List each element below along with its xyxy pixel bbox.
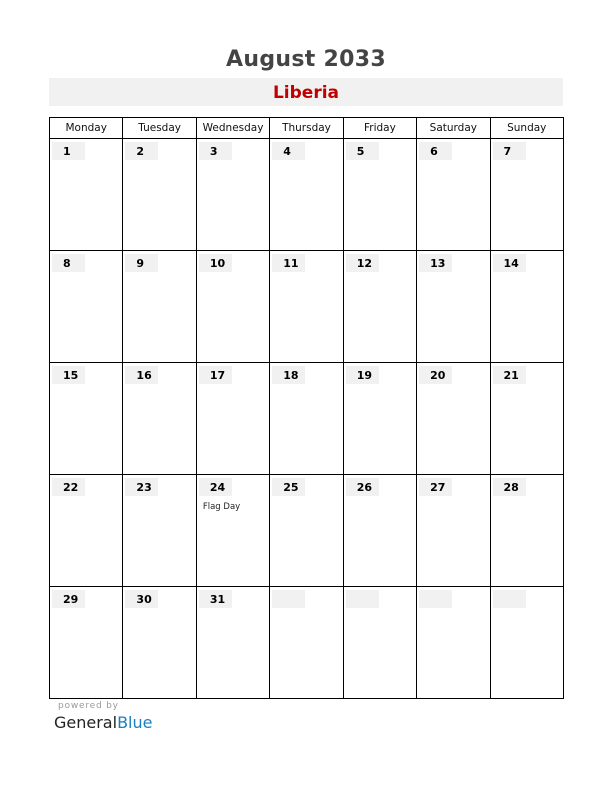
week-row: [50, 251, 564, 363]
calendar-title: August 2033: [226, 47, 386, 72]
weekday-header: Tuesday: [123, 118, 196, 139]
weekday-header-row: [50, 118, 564, 139]
day-number: 3: [199, 142, 232, 160]
day-cell: [123, 251, 196, 363]
day-number: 27: [419, 478, 452, 496]
weekday-header: Friday: [343, 118, 416, 139]
day-cell: [417, 475, 490, 587]
day-cell: [490, 139, 563, 251]
day-cell: [196, 251, 269, 363]
day-cell: [270, 587, 343, 699]
day-cell: [123, 587, 196, 699]
day-cell: [490, 251, 563, 363]
day-number: 16: [125, 366, 158, 384]
day-cell: [417, 251, 490, 363]
day-number: 22: [52, 478, 85, 496]
day-cell: [343, 251, 416, 363]
day-cell: [343, 475, 416, 587]
day-number: [419, 590, 452, 608]
day-number: 24: [199, 478, 232, 496]
day-cell: [50, 587, 123, 699]
day-number: 20: [419, 366, 452, 384]
day-cell: [417, 139, 490, 251]
country-banner: [49, 78, 563, 106]
day-number: 10: [199, 254, 232, 272]
day-cell: [50, 475, 123, 587]
generalblue-logo[interactable]: [54, 713, 152, 732]
day-cell: [270, 139, 343, 251]
weekday-header: Monday: [50, 118, 123, 139]
day-number: 28: [493, 478, 526, 496]
day-number: 25: [272, 478, 305, 496]
day-number: 14: [493, 254, 526, 272]
day-cell: [123, 363, 196, 475]
day-cell: [196, 139, 269, 251]
day-cell: [196, 475, 269, 587]
day-number: 2: [125, 142, 158, 160]
week-row: [50, 475, 564, 587]
day-cell: [50, 139, 123, 251]
day-number: 7: [493, 142, 526, 160]
logo-general-text: General: [54, 713, 118, 732]
day-number: 4: [272, 142, 305, 160]
day-number: 13: [419, 254, 452, 272]
weekday-header: Thursday: [270, 118, 343, 139]
day-number: [493, 590, 526, 608]
day-cell: [417, 363, 490, 475]
day-cell: [343, 363, 416, 475]
day-number: 29: [52, 590, 85, 608]
day-number: 21: [493, 366, 526, 384]
day-cell: [343, 587, 416, 699]
day-number: [272, 590, 305, 608]
day-cell: [123, 475, 196, 587]
day-number: [346, 590, 379, 608]
weekday-header: Saturday: [417, 118, 490, 139]
week-row: [50, 587, 564, 699]
day-cell: [196, 587, 269, 699]
calendar-grid: [49, 117, 564, 699]
day-cell: [123, 139, 196, 251]
day-cell: [50, 251, 123, 363]
day-number: 23: [125, 478, 158, 496]
day-cell: [270, 251, 343, 363]
day-cell: [417, 587, 490, 699]
day-cell: [490, 587, 563, 699]
day-number: 11: [272, 254, 305, 272]
day-number: 12: [346, 254, 379, 272]
day-number: 31: [199, 590, 232, 608]
day-number: 1: [52, 142, 85, 160]
day-number: 17: [199, 366, 232, 384]
day-number: 26: [346, 478, 379, 496]
day-cell: [270, 475, 343, 587]
powered-by-text: powered by: [58, 701, 119, 711]
day-number: 5: [346, 142, 379, 160]
day-number: 15: [52, 366, 85, 384]
logo-blue-text: Blue: [117, 713, 153, 732]
day-number: 30: [125, 590, 158, 608]
day-cell: [343, 139, 416, 251]
weekday-header: Sunday: [490, 118, 563, 139]
day-number: 6: [419, 142, 452, 160]
day-cell: [490, 475, 563, 587]
country-name: Liberia: [272, 83, 340, 103]
day-number: 8: [52, 254, 85, 272]
day-cell: [490, 363, 563, 475]
day-cell: [270, 363, 343, 475]
day-cell: [50, 363, 123, 475]
day-cell: [196, 363, 269, 475]
week-row: [50, 139, 564, 251]
day-number: 9: [125, 254, 158, 272]
day-number: 19: [346, 366, 379, 384]
week-row: [50, 363, 564, 475]
holiday-label: Flag Day: [202, 502, 241, 512]
weekday-header: Wednesday: [196, 118, 269, 139]
day-number: 18: [272, 366, 305, 384]
